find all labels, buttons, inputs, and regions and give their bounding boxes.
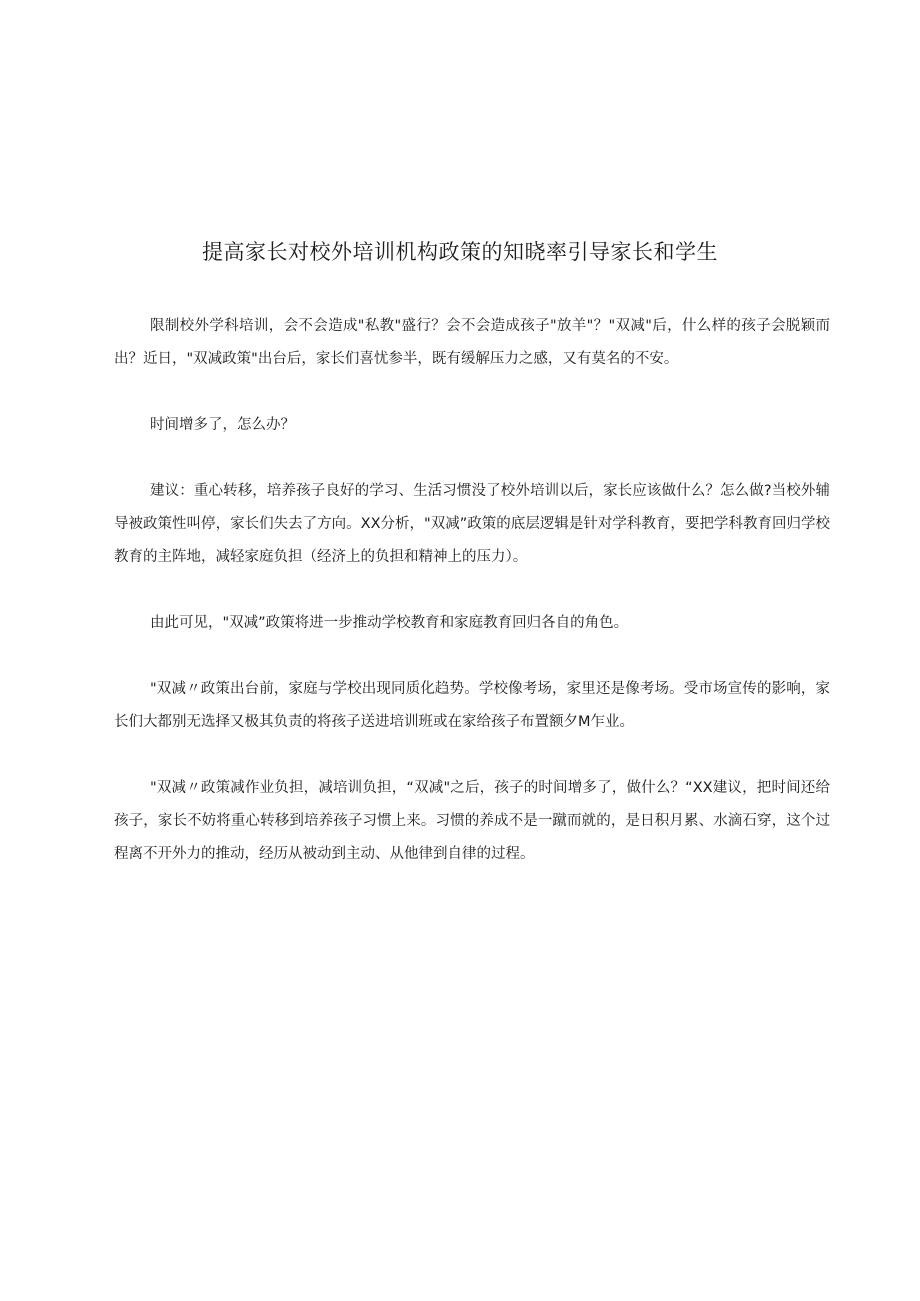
paragraph-before-policy: "双减〃政策出台前，家庭与学校出现同质化趋势。学校像考场，家里还是像考场。受市场宣传的影响，家长们大都别无选择又极其负责的将孩子送进培训班或在家给孩子布置额夕M乍业。	[114, 681, 830, 730]
paragraph-spacer	[114, 376, 830, 409]
paragraph-spacer	[114, 739, 830, 772]
paragraph-suggestion: 建议：重心转移，培养孩子良好的学习、生活习惯没了校外培训以后，家长应该做什么？怎么做?当校外辅导被政策性叫停，家长们失去了方向。XX分析，"双减”政策的底层逻辑是针对学科教育，要把学科教育回归学校教育的主阵地，减轻家庭负担（经济上的负担和精神上的压力）。	[114, 483, 830, 565]
paragraph-conclusion: 由此可见，"双减”政策将进一步推动学校教育和家庭教育回归各自的角色。	[150, 615, 629, 631]
paragraph-spacer	[114, 574, 830, 607]
document-body	[114, 310, 830, 871]
paragraph-after-policy: "双减〃政策减作业负担，减培训负担，“双减"之后，孩子的时间增多了，做什么？“XX建议，把时间还给孩子，家长不妨将重心转移到培养孩子习惯上来。习惯的养成不是一蹴而就的，是日积月累、水滴石穿，这个过程离不开外力的推动，经历从被动到主动、从他律到自律的过程。	[114, 780, 830, 862]
paragraph-intro: 限制校外学科培训，会不会造成"私教"盛行？会不会造成孩子"放羊"？"双减"后，什么样的孩子会脱颖而出？近日，"双减政策"出台后，家长们喜忧参半，既有缓解压力之感，又有莫名的不安。	[114, 318, 830, 367]
paragraph-question: 时间增多了，怎么办？	[150, 417, 295, 433]
paragraph-spacer	[114, 640, 830, 673]
document-title: 提高家长对校外培训机构政策的知晓率引导家长和学生	[202, 240, 718, 264]
paragraph-spacer	[114, 442, 830, 475]
